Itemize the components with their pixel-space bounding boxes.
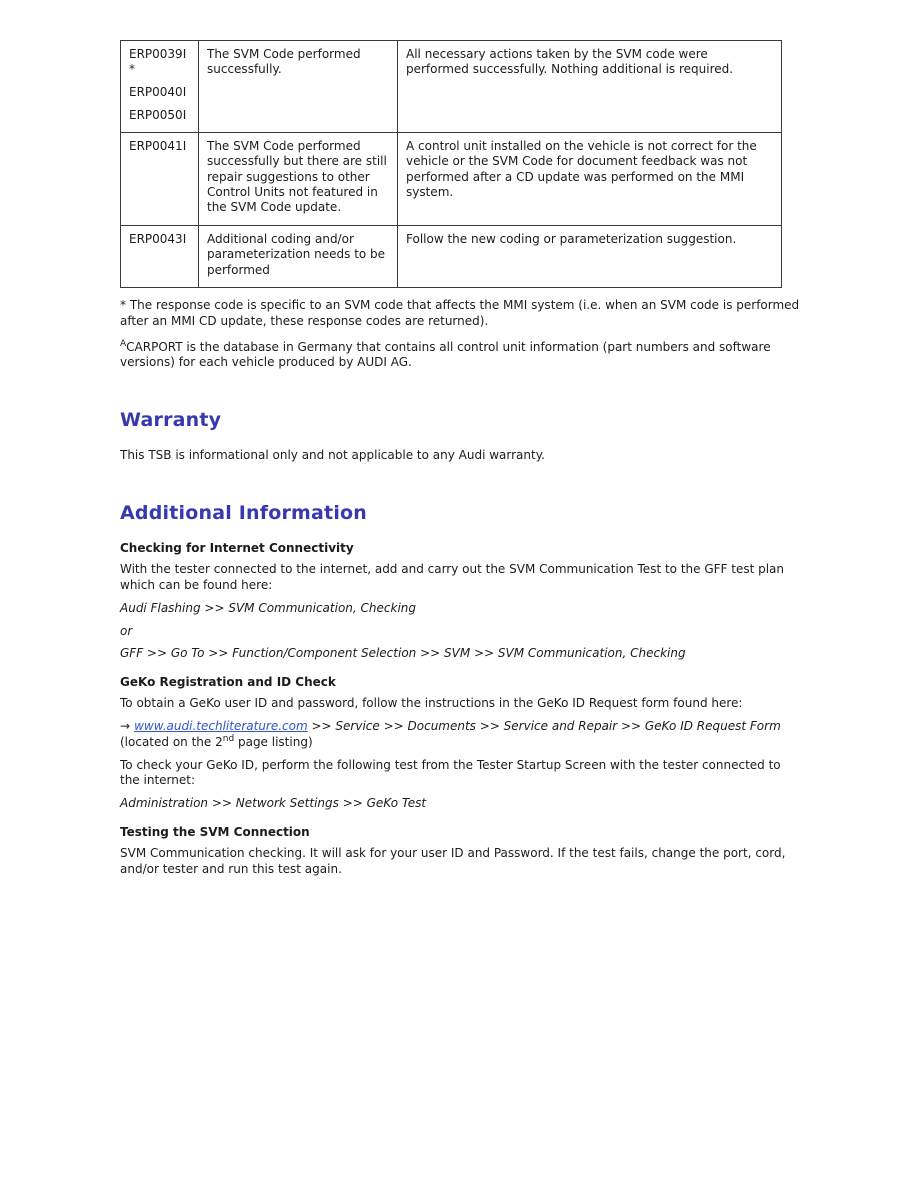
internet-connectivity-heading: Checking for Internet Connectivity <box>120 541 354 556</box>
footnote-star: * The response code is specific to an SVM code that affects the MMI system (i.e. when an SVM code is performed after an MMI CD update, these response codes are returned). <box>120 297 800 328</box>
located-text-end: page listing) <box>234 734 313 749</box>
test-plan-path-2: GFF >> Go To >> Function/Component Selection >> SVM >> SVM Communication, Checking <box>120 646 686 661</box>
action-cell: A control unit installed on the vehicle is not correct for the vehicle or the SVM Code for document feedback was not performed after a CD update was performed on the MMI system. <box>398 133 782 226</box>
footnote-carport-sup: A <box>120 338 127 349</box>
geko-test-path: Administration >> Network Settings >> GeKo Test <box>120 796 427 811</box>
footnote-carport <box>120 340 802 372</box>
arrow-icon: → <box>120 718 131 733</box>
geko-link-line <box>120 719 802 751</box>
geko-check-body: To check your GeKo ID, perform the following test from the Tester Startup Screen with the tester connected to the internet: <box>120 757 781 788</box>
internet-connectivity-body: With the tester connected to the internet, add and carry out the SVM Communication Test to the GFF test plan which can be found here: <box>120 562 785 592</box>
footnote-carport-text: CARPORT is the database in Germany that contains all control unit information (part numbers and software versions) for each vehicle produced by AUDI AG. <box>120 339 771 370</box>
geko-registration-heading: GeKo Registration and ID Check <box>120 675 336 690</box>
code-text: ERP0043I <box>129 231 187 246</box>
code-text: ERP0041I <box>129 139 187 153</box>
table-row <box>121 41 782 133</box>
geko-registration-body: To obtain a GeKo user ID and password, follow the instructions in the GeKo ID Request form found here: <box>120 696 743 711</box>
description-cell: The SVM Code performed successfully. <box>199 41 398 133</box>
code-star: * <box>129 62 135 76</box>
description-cell: The SVM Code performed successfully but there are still repair suggestions to other Control Units not featured in the SVM Code update. <box>199 133 398 226</box>
code-text: ERP0039I <box>129 47 187 61</box>
code-text: ERP0040I <box>129 85 187 99</box>
svm-connection-body: SVM Communication checking. It will ask for your user ID and Password. If the test fails, change the port, cord, and/or tester and run this test again. <box>120 846 786 876</box>
link-path-rest: >> Service >> Documents >> Service and Repair >> GeKo ID Request Form <box>307 718 781 733</box>
svm-connection-heading: Testing the SVM Connection <box>120 825 310 840</box>
action-cell: All necessary actions taken by the SVM code were performed successfully. Nothing additional is required. <box>398 41 782 133</box>
code-cell <box>121 133 199 226</box>
techliterature-link[interactable]: www.audi.techliterature.com <box>134 718 308 733</box>
or-text: or <box>120 623 133 638</box>
code-cell <box>121 225 199 287</box>
description-cell: Additional coding and/or parameterization needs to be performed <box>199 225 398 287</box>
code-text: ERP0050I <box>129 108 187 122</box>
code-cell <box>121 41 199 133</box>
warranty-body: This TSB is informational only and not applicable to any Audi warranty. <box>120 448 545 463</box>
warranty-heading: Warranty <box>120 409 222 432</box>
response-code-table <box>120 40 782 288</box>
additional-info-heading: Additional Information <box>120 502 368 525</box>
located-text: (located on the 2 <box>120 734 223 749</box>
test-plan-path-1: Audi Flashing >> SVM Communication, Checking <box>120 600 416 615</box>
action-cell: Follow the new coding or parameterization suggestion. <box>398 225 782 287</box>
located-ordinal-sup: nd <box>222 733 235 744</box>
table-row <box>121 225 782 287</box>
table-row <box>121 133 782 226</box>
